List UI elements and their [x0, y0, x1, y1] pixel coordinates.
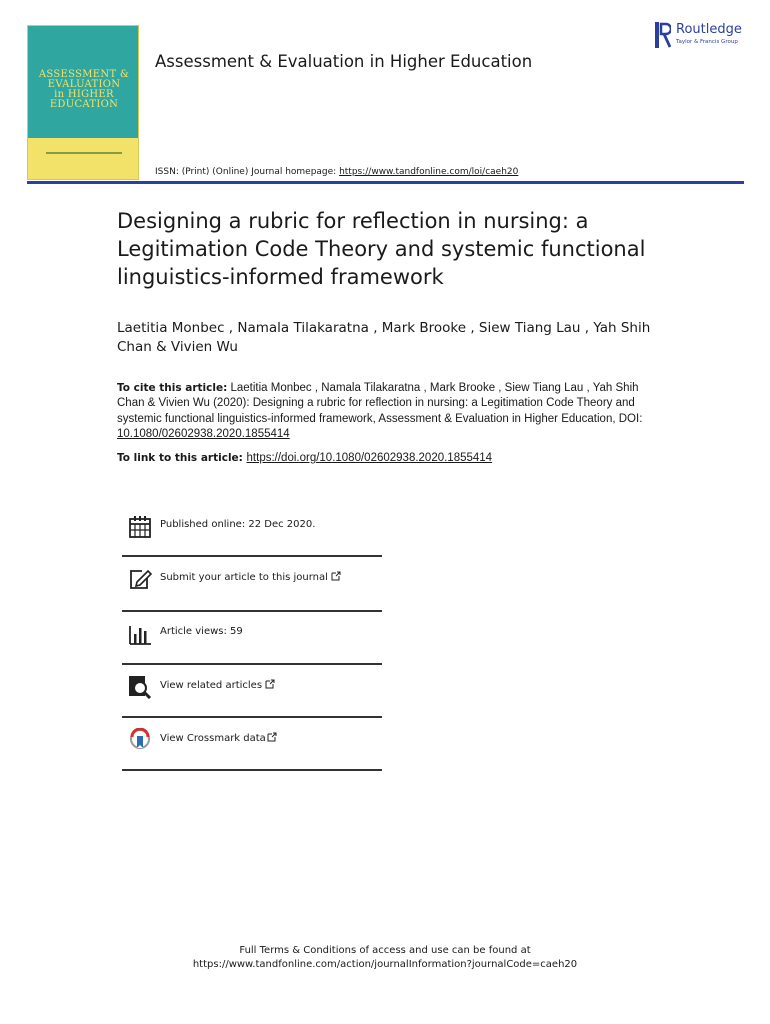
issn-text: ISSN: (Print) (Online) Journal homepage: [155, 167, 340, 177]
external-link-icon [331, 571, 341, 581]
external-link-icon [267, 732, 277, 742]
published-row [122, 505, 382, 557]
article-link-line [117, 451, 677, 466]
cover-meta [38, 152, 130, 157]
crossmark-link[interactable]: View Crossmark data [160, 732, 277, 744]
citation-block [117, 381, 662, 442]
related-row[interactable] [122, 665, 382, 718]
edit-icon [128, 567, 152, 591]
crossmark-row[interactable] [122, 718, 382, 771]
author-list: Laetitia Monbec , Namala Tilakaratna , Mark Brooke , Siew Tiang Lau , Yah Shih Chan & Vivien Wu [117, 320, 651, 355]
article-views: Article views: 59 [160, 626, 243, 637]
calendar-icon [128, 515, 152, 539]
bar-chart-icon [128, 622, 152, 646]
external-link-icon [265, 679, 275, 689]
article-info-list [122, 505, 382, 771]
citation-label: To cite this article: [117, 382, 228, 394]
doi-link[interactable]: 10.1080/02602938.2020.1855414 [117, 427, 290, 440]
header-divider [27, 181, 744, 184]
footer-terms: Full Terms & Conditions of access and use can be found at [239, 945, 531, 956]
link-label: To link to this article: [117, 452, 247, 464]
views-row [122, 612, 382, 665]
routledge-logo [655, 20, 750, 50]
footer [0, 944, 770, 972]
crossmark-icon [128, 728, 152, 752]
article-title: Designing a rubric for reflection in nursing: a Legitimation Code Theory and systemic functional linguistics-informed framework [117, 209, 646, 289]
submit-article-link[interactable]: Submit your article to this journal [160, 571, 341, 583]
issn-line [155, 167, 518, 177]
publisher-name: Routledge [676, 22, 742, 37]
journal-homepage-link[interactable]: https://www.tandfonline.com/loi/caeh20 [339, 167, 519, 177]
journal-cover [27, 25, 139, 180]
footer-url[interactable]: https://www.tandfonline.com/action/journalInformation?journalCode=caeh20 [192, 959, 578, 970]
routledge-r-icon [655, 22, 671, 48]
related-articles-link[interactable]: View related articles [160, 679, 275, 691]
cover-title: ASSESSMENT & EVALUATION in HIGHER EDUCATION [38, 69, 130, 110]
published-date: Published online: 22 Dec 2020. [160, 519, 316, 530]
journal-name: Assessment & Evaluation in Higher Education [155, 52, 533, 71]
publisher-subtitle: Taylor & Francis Group [676, 39, 738, 45]
citation-text: Laetitia Monbec , Namala Tilakaratna , Mark Brooke , Siew Tiang Lau , Yah Shih Chan & Vivien Wu (2020): Designing a rubric for reflection in nursing: a Legitimation Code Theory and systemic functional linguistics-informed framework, Assessment & Evaluation in Higher Education, DOI: [117, 382, 643, 425]
submit-row[interactable] [122, 557, 382, 612]
article-doi-url[interactable]: https://doi.org/10.1080/02602938.2020.1855414 [246, 452, 493, 464]
search-icon [128, 675, 152, 699]
